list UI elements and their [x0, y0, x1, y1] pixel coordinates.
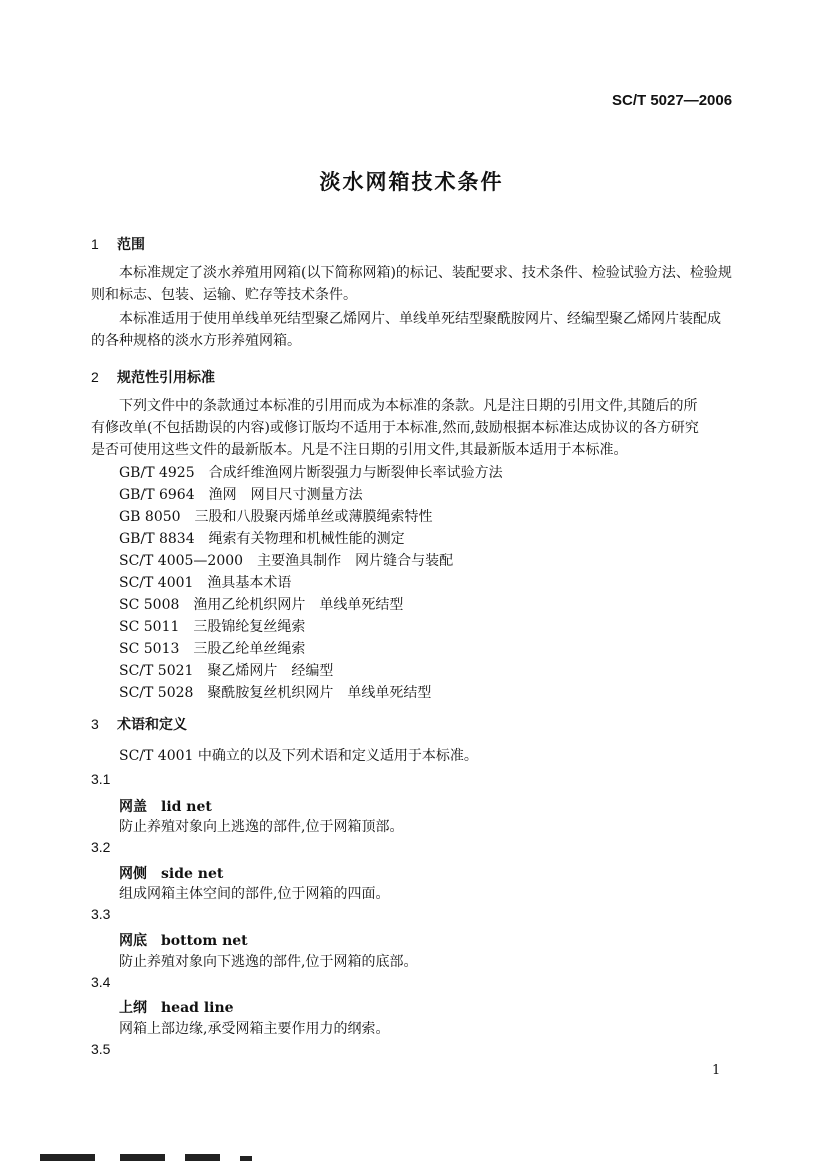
- section-title: 规范性引用标准: [117, 370, 215, 386]
- reference-item: SC 5011 三股锦纶复丝绳索: [119, 619, 306, 635]
- term-chinese: 网盖: [119, 799, 147, 815]
- paragraph-line: 是否可使用这些文件的最新版本。凡是不注日期的引用文件,其最新版本适用于本标准。: [91, 442, 628, 458]
- term-definition: 防止养殖对象向上逃逸的部件,位于网箱顶部。: [119, 819, 404, 835]
- section-title: 范围: [117, 237, 145, 253]
- paragraph-line: 则和标志、包装、运输、贮存等技术条件。: [91, 287, 357, 303]
- term-english: bottom net: [161, 933, 248, 949]
- paragraph-line: 的各种规格的淡水方形养殖网箱。: [91, 333, 301, 349]
- term-heading: [119, 997, 234, 1017]
- scan-edge-marks: [30, 1148, 810, 1161]
- section-number: 1: [91, 236, 99, 252]
- document-title: 淡水网箱技术条件: [319, 169, 504, 194]
- section-3-intro: SC/T 4001 中确立的以及下列术语和定义适用于本标准。: [119, 748, 478, 764]
- reference-item: GB/T 6964 渔网 网目尺寸测量方法: [119, 487, 363, 503]
- section-number: 3: [91, 716, 99, 732]
- reference-item: SC/T 5021 聚乙烯网片 经编型: [119, 663, 334, 679]
- paragraph-line: 下列文件中的条款通过本标准的引用而成为本标准的条款。凡是注日期的引用文件,其随后的所: [119, 398, 698, 414]
- page-number: 1: [712, 1063, 721, 1078]
- section-1-heading: [91, 234, 145, 254]
- standard-code: SC/T 5027—2006: [612, 92, 733, 109]
- term-number: 3.3: [91, 906, 111, 922]
- term-english: head line: [161, 1000, 234, 1016]
- term-heading: [119, 796, 212, 816]
- reference-item: SC 5008 渔用乙纶机织网片 单线单死结型: [119, 597, 404, 613]
- paragraph-line: 本标准规定了淡水养殖用网箱(以下简称网箱)的标记、装配要求、技术条件、检验试验方法、检验规: [119, 265, 732, 281]
- section-1-paragraph-2: [91, 308, 747, 352]
- section-1-paragraph-1: [91, 262, 747, 306]
- term-number: 3.1: [91, 771, 111, 787]
- reference-item: SC/T 5028 聚酰胺复丝机织网片 单线单死结型: [119, 685, 432, 701]
- reference-item: GB/T 4925 合成纤维渔网片断裂强力与断裂伸长率试验方法: [119, 465, 503, 481]
- paragraph-line: 有修改单(不包括勘误的内容)或修订版均不适用于本标准,然而,鼓励根据本标准达成协议的各方研究: [91, 420, 699, 436]
- term-heading: [119, 930, 248, 950]
- term-english: lid net: [161, 799, 212, 815]
- term-chinese: 网底: [119, 933, 147, 949]
- reference-item: SC/T 4001 渔具基本术语: [119, 575, 292, 591]
- section-2-heading: [91, 367, 215, 387]
- reference-item: SC 5013 三股乙纶单丝绳索: [119, 641, 306, 657]
- reference-item: GB 8050 三股和八股聚丙烯单丝或薄膜绳索特性: [119, 509, 433, 525]
- reference-item: SC/T 4005—2000 主要渔具制作 网片缝合与装配: [119, 553, 454, 569]
- section-title: 术语和定义: [117, 717, 187, 733]
- section-number: 2: [91, 369, 99, 385]
- term-heading: [119, 863, 223, 883]
- term-english: side net: [161, 866, 224, 882]
- paragraph-line: 本标准适用于使用单线单死结型聚乙烯网片、单线单死结型聚酰胺网片、经编型聚乙烯网片装配成: [119, 311, 721, 327]
- term-number: 3.2: [91, 839, 111, 855]
- term-number: 3.4: [91, 974, 111, 990]
- section-2-paragraph-1: [91, 395, 747, 461]
- section-3-heading: [91, 714, 187, 734]
- term-definition: 网箱上部边缘,承受网箱主要作用力的纲索。: [119, 1021, 390, 1037]
- term-number: 3.5: [91, 1041, 111, 1057]
- term-chinese: 上纲: [119, 1000, 147, 1016]
- term-chinese: 网侧: [119, 866, 147, 882]
- term-definition: 防止养殖对象向下逃逸的部件,位于网箱的底部。: [119, 954, 418, 970]
- term-definition: 组成网箱主体空间的部件,位于网箱的四面。: [119, 886, 390, 902]
- reference-item: GB/T 8834 绳索有关物理和机械性能的测定: [119, 531, 405, 547]
